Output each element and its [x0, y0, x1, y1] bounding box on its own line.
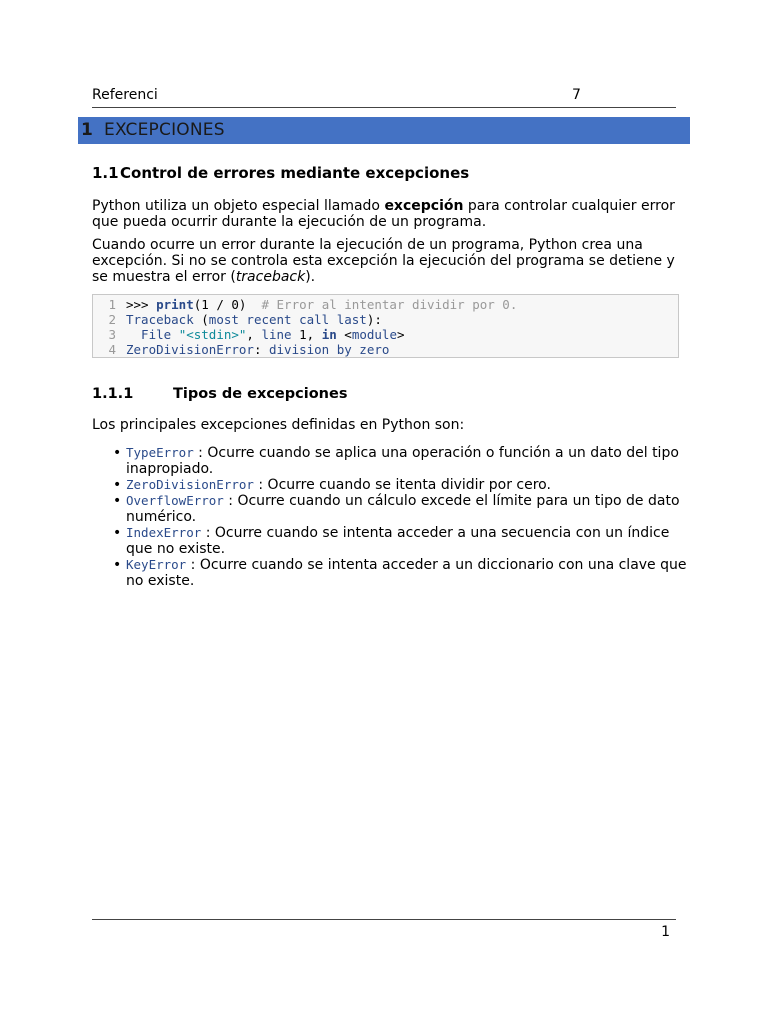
- code-token: Traceback: [126, 312, 194, 327]
- code-token: most recent call last: [208, 312, 367, 327]
- code-token: (: [193, 312, 209, 327]
- bullet-icon: •: [113, 557, 122, 573]
- chapter-number: 1: [81, 120, 93, 140]
- code-token: >>>: [126, 297, 157, 312]
- exception-list: [113, 445, 689, 589]
- exception-name: IndexError: [126, 525, 202, 540]
- line-number: 4: [108, 342, 116, 357]
- page-number: 1: [661, 924, 670, 940]
- header-page-ref: 7: [572, 87, 581, 103]
- chapter-title: EXCEPCIONES: [104, 120, 225, 140]
- line-number: 3: [108, 327, 116, 342]
- exception-name: TypeError: [126, 445, 194, 460]
- line-number: 1: [108, 297, 116, 312]
- code-token: ,: [246, 327, 262, 342]
- list-item: [113, 525, 689, 557]
- exception-description: : Ocurre cuando se itenta dividir por cero.: [253, 477, 551, 493]
- para1-text-before: Python utiliza un objeto especial llamado: [92, 198, 385, 214]
- code-token: # Error al intentar dividir por 0.: [261, 297, 518, 312]
- chapter-heading: [78, 117, 690, 144]
- code-token: :: [253, 342, 269, 357]
- code-line: [93, 297, 517, 312]
- code-token: print: [156, 297, 194, 312]
- paragraph-intro: [92, 198, 687, 230]
- code-token: module: [351, 327, 397, 342]
- code-token: File: [126, 327, 179, 342]
- code-line: [93, 327, 405, 342]
- para1-bold-term: excepción: [384, 198, 464, 214]
- code-line: [93, 312, 382, 327]
- list-item: [113, 477, 689, 493]
- exception-name: OverflowError: [126, 493, 224, 508]
- list-item: [113, 493, 689, 525]
- exception-description: : Ocurre cuando se intenta acceder a un diccionario con una clave que no existe.: [126, 557, 687, 589]
- code-token: line: [261, 327, 292, 342]
- exception-description: : Ocurre cuando un cálculo excede el límite para un tipo de dato numérico.: [126, 493, 680, 525]
- section-title: Control de errores mediante excepciones: [120, 164, 470, 182]
- code-token: 1,: [291, 327, 322, 342]
- para1-text-after: para controlar cualquier error que pueda ocurrir durante la ejecución de un programa.: [92, 198, 675, 230]
- subsection-heading: [92, 386, 347, 402]
- code-token: in: [321, 327, 337, 342]
- bullet-icon: •: [113, 493, 122, 509]
- code-token: ):: [366, 312, 382, 327]
- bullet-icon: •: [113, 477, 122, 493]
- bullet-icon: •: [113, 445, 122, 461]
- subsection-title: Tipos de excepciones: [173, 386, 348, 402]
- para2-italic-term: traceback: [235, 269, 306, 285]
- section-number: 1.1: [92, 164, 119, 182]
- code-token: division by zero: [269, 342, 390, 357]
- exception-name: KeyError: [126, 557, 187, 572]
- exception-description: : Ocurre cuando se aplica una operación o función a un dato del tipo inapropiado.: [126, 445, 679, 477]
- para2-text-before: Cuando ocurre un error durante la ejecución de un programa, Python crea una excepción. Si no se controla esta excepción la ejecución del programa se detiene y se muestra el error (: [92, 237, 675, 285]
- list-item: [113, 445, 689, 477]
- code-block: [92, 294, 679, 358]
- list-item: [113, 557, 689, 589]
- code-line: [93, 342, 389, 357]
- para2-text-after: ).: [305, 269, 316, 285]
- code-token: (1 / 0): [193, 297, 262, 312]
- line-number: 2: [108, 312, 116, 327]
- code-token: >: [396, 327, 405, 342]
- section-heading: [92, 164, 469, 182]
- exception-description: : Ocurre cuando se intenta acceder a una secuencia con un índice que no existe.: [126, 525, 670, 557]
- subsection-number: 1.1.1: [92, 386, 134, 402]
- exception-name: ZeroDivisionError: [126, 477, 254, 492]
- code-token: ZeroDivisionError: [126, 342, 254, 357]
- header-title: Referenci: [92, 87, 158, 103]
- paragraph-list-intro: Los principales excepciones definidas en Python son:: [92, 417, 465, 433]
- paragraph-traceback: [92, 237, 687, 285]
- code-token: <: [336, 327, 352, 342]
- page-header: [92, 87, 676, 108]
- bullet-icon: •: [113, 525, 122, 541]
- page-footer: [92, 919, 676, 940]
- code-token: "<stdin>": [178, 327, 247, 342]
